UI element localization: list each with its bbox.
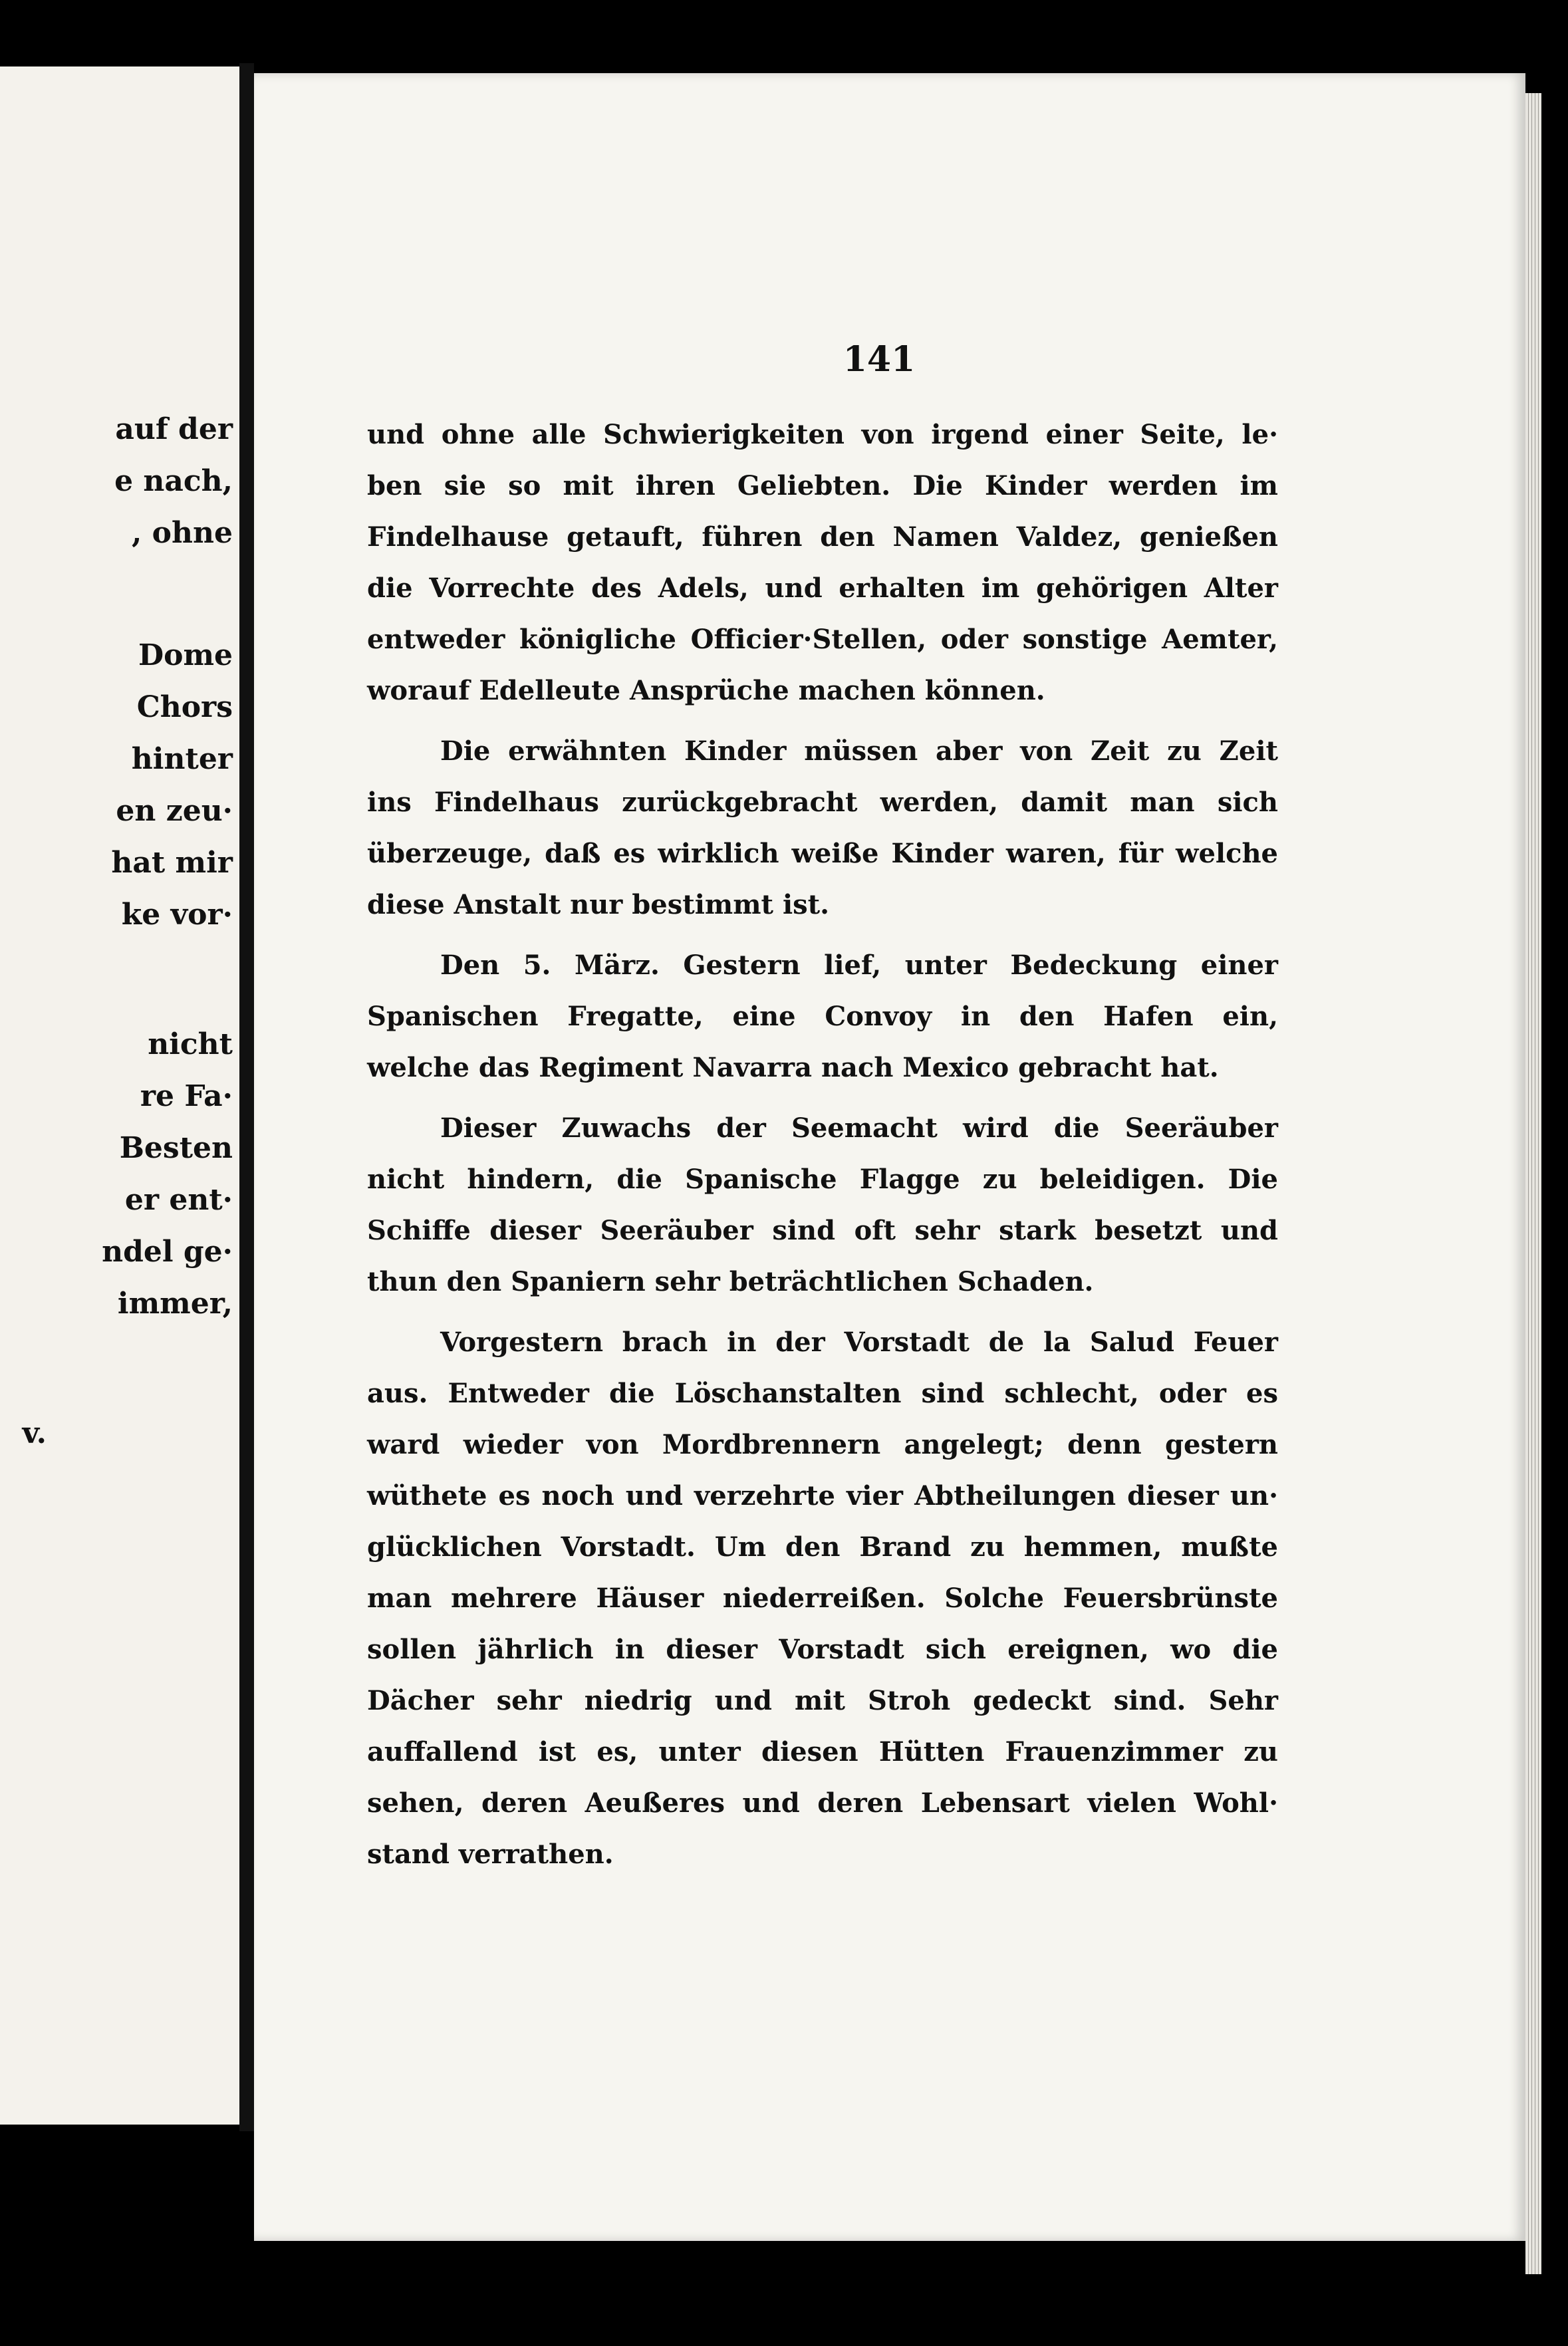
text-line: Findelhause getauft, führen den Namen Valdez, genießen xyxy=(367,521,1278,553)
left-line: immer, xyxy=(117,1287,233,1321)
right-page xyxy=(254,73,1525,2241)
paragraph-gap xyxy=(367,1307,1278,1317)
book-gutter xyxy=(239,63,254,2131)
text-line: Spanischen Fregatte, eine Convoy in den Hafen ein, xyxy=(367,1001,1278,1032)
text-line: diese Anstalt nur bestimmt ist. xyxy=(367,889,830,920)
paragraph-gap xyxy=(367,1093,1278,1103)
left-line: nicht xyxy=(148,1027,233,1061)
left-line: er ent· xyxy=(124,1183,233,1217)
left-line: Besten xyxy=(119,1131,233,1165)
left-line: en zeu· xyxy=(116,794,233,828)
left-line: re Fa· xyxy=(140,1079,233,1113)
page-number: 141 xyxy=(843,339,916,380)
left-line: Dome xyxy=(138,638,233,672)
left-line: hat mir xyxy=(111,846,233,880)
text-line: ward wieder von Mordbrennern angelegt; denn gestern xyxy=(367,1429,1278,1460)
left-page-fragment xyxy=(0,66,239,2125)
text-line: Den 5. März. Gestern lief, unter Bedeckung einer xyxy=(440,950,1278,981)
left-line: v. xyxy=(22,1416,47,1450)
left-line: hinter xyxy=(131,742,233,776)
page-body xyxy=(367,409,1278,1880)
page-edges xyxy=(1525,93,1541,2274)
text-line: worauf Edelleute Ansprüche machen können. xyxy=(367,675,1045,706)
left-line: , ohne xyxy=(132,516,233,550)
text-line: Dächer sehr niedrig und mit Stroh gedeckt sind. Sehr xyxy=(367,1685,1278,1716)
left-line: ke vor· xyxy=(121,898,233,932)
left-line: ndel ge· xyxy=(102,1235,233,1269)
text-line: stand verrathen. xyxy=(367,1839,614,1870)
text-line: die Vorrechte des Adels, und erhalten im gehörigen Alter xyxy=(367,573,1278,604)
text-line: Dieser Zuwachs der Seemacht wird die Seeräuber xyxy=(440,1112,1278,1144)
text-line: nicht hindern, die Spanische Flagge zu beleidigen. Die xyxy=(367,1164,1278,1195)
text-line: Schiffe dieser Seeräuber sind oft sehr stark besetzt und xyxy=(367,1215,1278,1246)
text-line: sollen jährlich in dieser Vorstadt sich ereignen, wo die xyxy=(367,1634,1278,1665)
text-line: glücklichen Vorstadt. Um den Brand zu hemmen, mußte xyxy=(367,1531,1278,1563)
text-line: wüthete es noch und verzehrte vier Abtheilungen dieser un· xyxy=(367,1480,1278,1511)
text-line: und ohne alle Schwierigkeiten von irgend einer Seite, le· xyxy=(367,419,1278,450)
text-line: ins Findelhaus zurückgebracht werden, damit man sich xyxy=(367,787,1278,818)
text-line: auffallend ist es, unter diesen Hütten Frauenzimmer zu xyxy=(367,1736,1278,1767)
text-line: ben sie so mit ihren Geliebten. Die Kinder werden im xyxy=(367,470,1278,501)
text-line: überzeuge, daß es wirklich weiße Kinder waren, für welche xyxy=(367,838,1278,869)
text-line: Vorgestern brach in der Vorstadt de la Salud Feuer xyxy=(440,1327,1278,1358)
paragraph-gap xyxy=(367,716,1278,725)
paragraph-gap xyxy=(367,930,1278,940)
left-line: e nach, xyxy=(114,464,233,498)
text-line: entweder königliche Officier·Stellen, oder sonstige Aemter, xyxy=(367,624,1278,655)
text-line: aus. Entweder die Löschanstalten sind schlecht, oder es xyxy=(367,1378,1278,1409)
text-line: welche das Regiment Navarra nach Mexico gebracht hat. xyxy=(367,1052,1219,1083)
text-line: man mehrere Häuser niederreißen. Solche Feuersbrünste xyxy=(367,1583,1278,1614)
text-line: thun den Spaniern sehr beträchtlichen Schaden. xyxy=(367,1266,1094,1297)
text-line: sehen, deren Aeußeres und deren Lebensart vielen Wohl· xyxy=(367,1787,1278,1819)
left-line: auf der xyxy=(115,412,233,446)
text-line: Die erwähnten Kinder müssen aber von Zeit zu Zeit xyxy=(440,735,1278,767)
left-line: Chors xyxy=(136,690,233,724)
